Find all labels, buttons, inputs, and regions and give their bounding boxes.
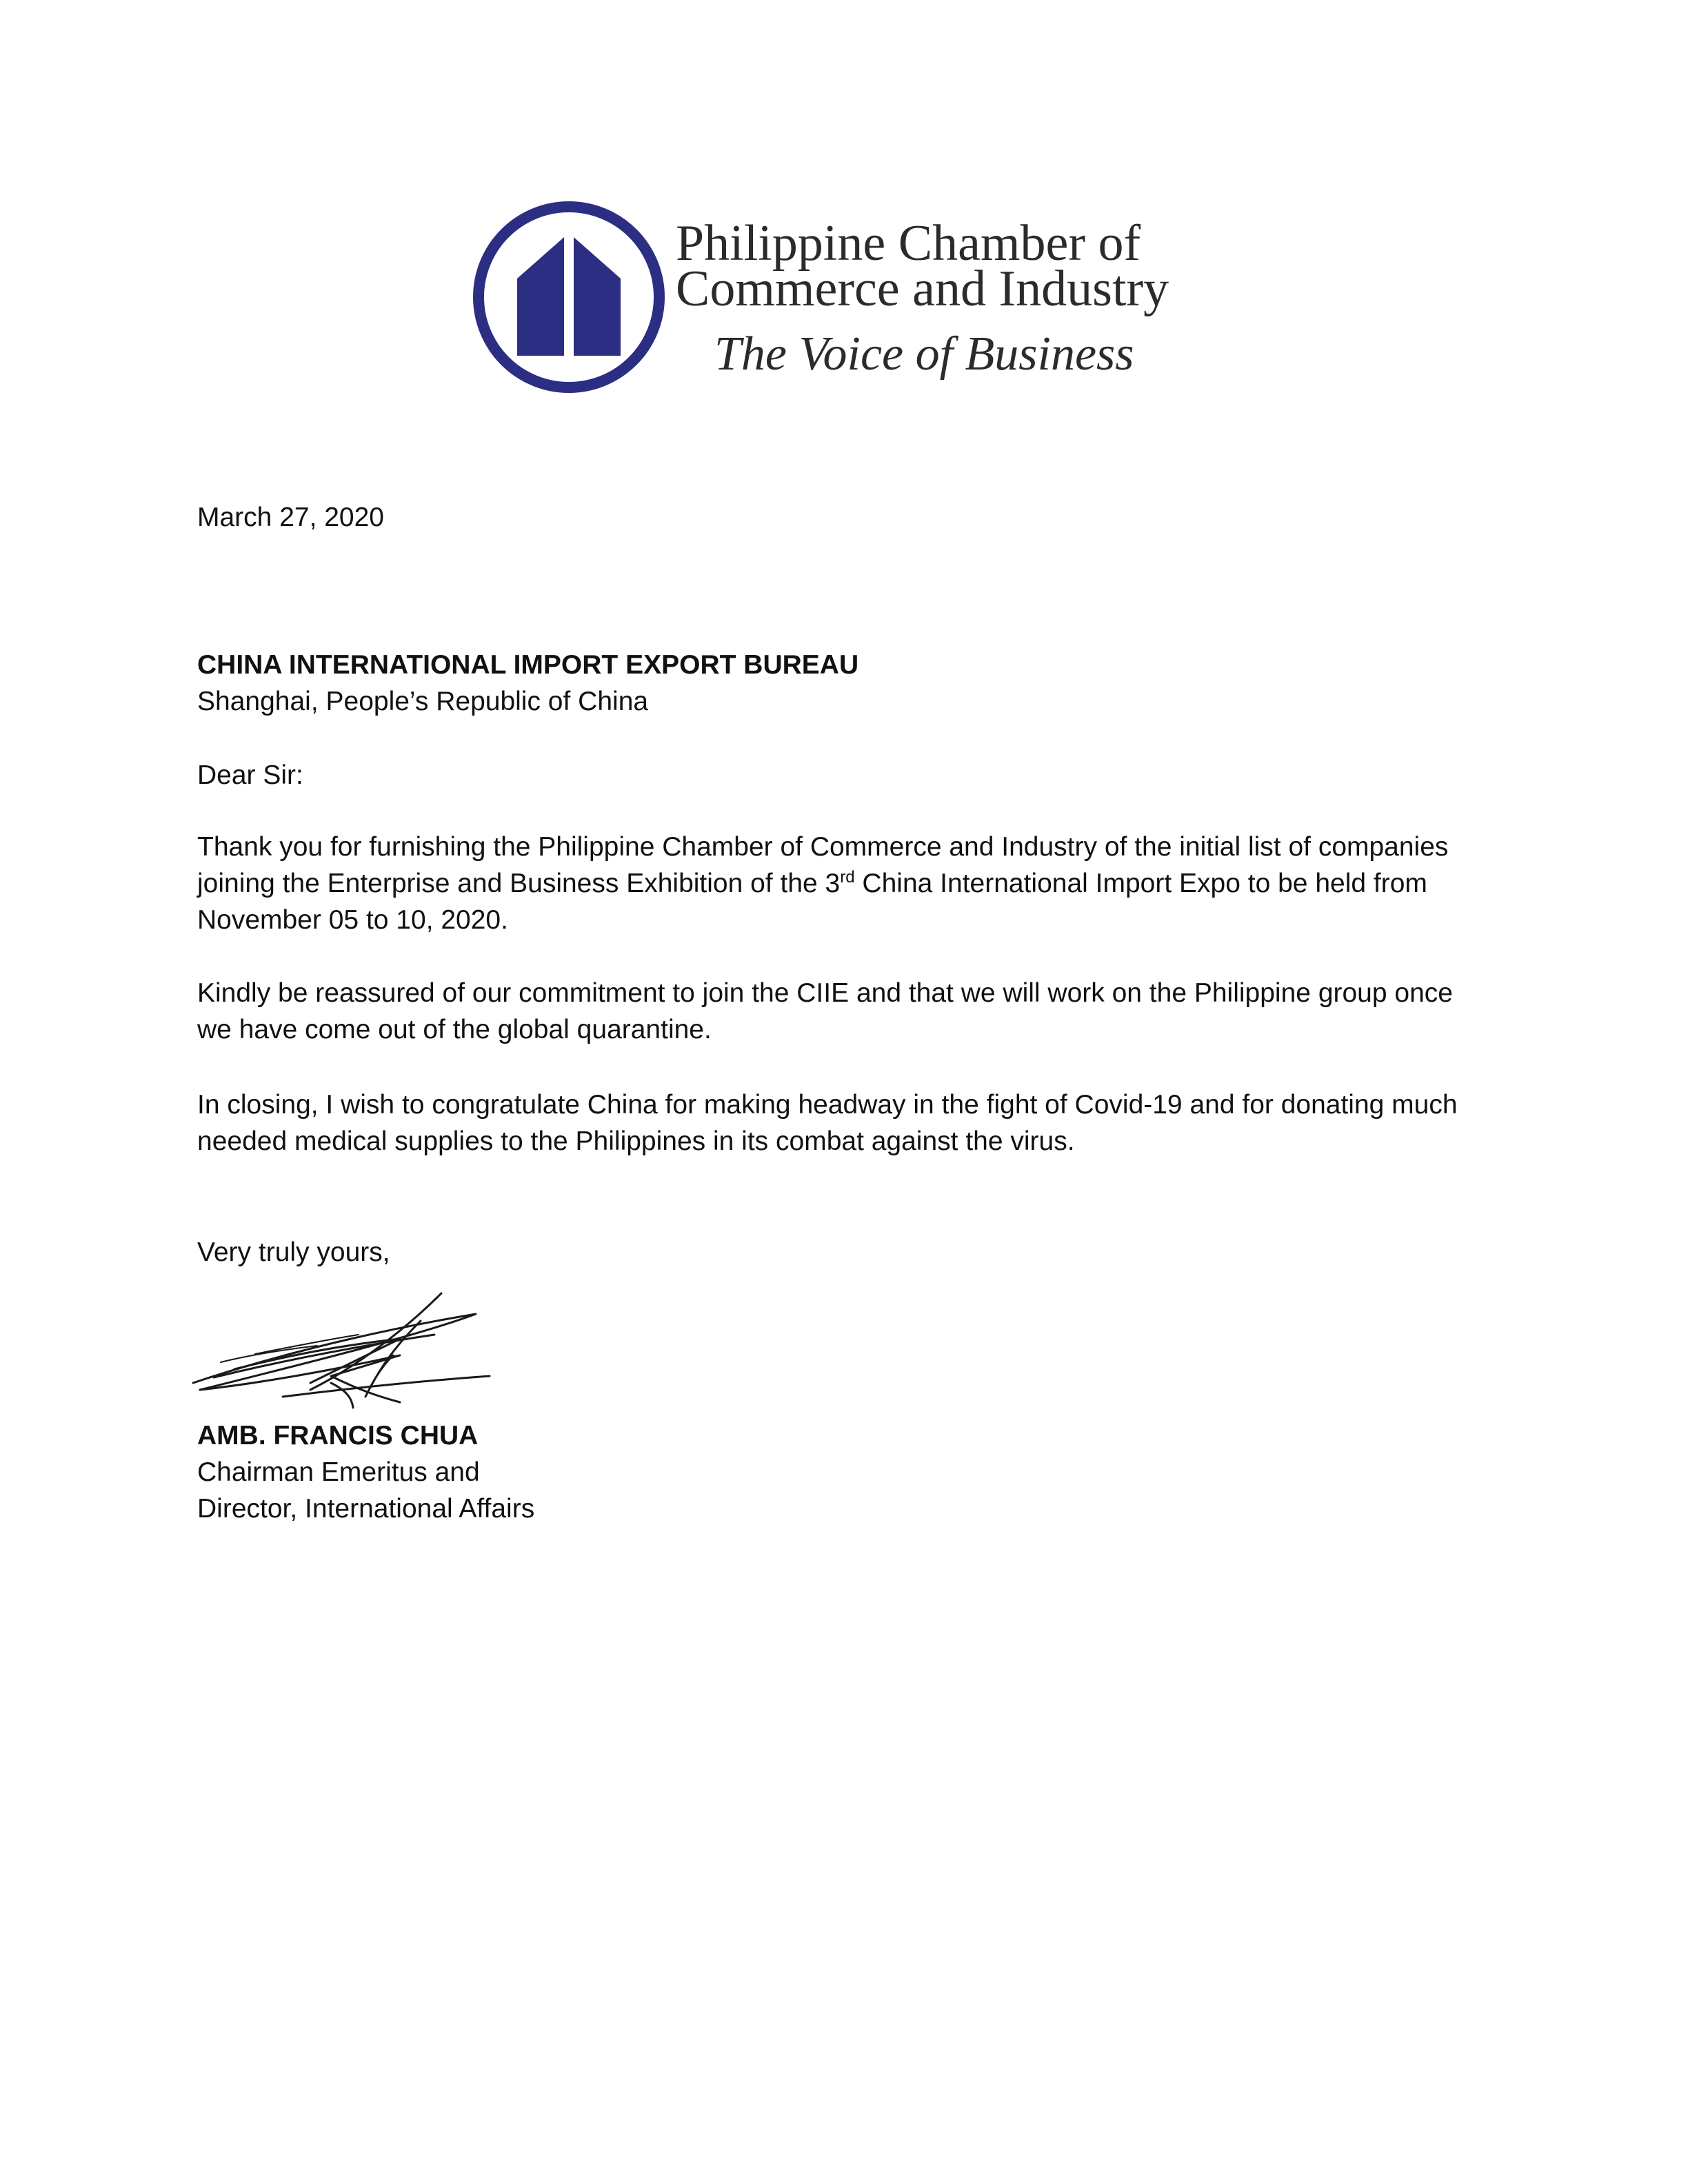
paragraph-line: needed medical supplies to the Philippines in its combat against the virus. xyxy=(197,1126,1075,1156)
paragraph-text: joining the Enterprise and Business Exhibition of the 3 xyxy=(197,869,841,898)
building-columns-emblem-icon xyxy=(469,197,669,397)
paragraph-text: China International Import Expo to be held from xyxy=(854,869,1427,898)
paragraph-line: Kindly be reassured of our commitment to join the CIIE and that we will work on the Philippine group once xyxy=(197,978,1453,1008)
signer-name: AMB. FRANCIS CHUA xyxy=(197,1421,479,1450)
signer-block xyxy=(197,1417,1494,1527)
organization-name-line-1: Philippine Chamber of xyxy=(676,215,1141,272)
organization-name-line-2: Commerce and Industry xyxy=(676,261,1169,317)
ordinal-suffix: rd xyxy=(840,868,855,887)
body-paragraph-3 xyxy=(197,1086,1494,1160)
paragraph-line: we have come out of the global quarantine. xyxy=(197,1015,712,1044)
letterhead xyxy=(469,197,1200,404)
salutation: Dear Sir: xyxy=(197,760,303,790)
paragraph-line: Thank you for furnishing the Philippine Chamber of Commerce and Industry of the initial list of companies xyxy=(197,832,1449,862)
letter-date: March 27, 2020 xyxy=(197,503,385,532)
paragraph-line: November 05 to 10, 2020. xyxy=(197,905,508,935)
recipient-block xyxy=(197,647,1494,720)
organization-tagline: The Voice of Business xyxy=(714,327,1134,381)
complimentary-close: Very truly yours, xyxy=(197,1237,390,1267)
paragraph-line xyxy=(197,865,1494,902)
body-paragraph-2 xyxy=(197,975,1494,1048)
organization-name xyxy=(676,215,1169,317)
signer-title-line-2: Director, International Affairs xyxy=(197,1494,535,1524)
handwritten-signature xyxy=(172,1286,496,1417)
recipient-name: CHINA INTERNATIONAL IMPORT EXPORT BUREAU xyxy=(197,650,859,680)
recipient-address: Shanghai, People’s Republic of China xyxy=(197,687,649,716)
paragraph-line: In closing, I wish to congratulate China for making headway in the fight of Covid-19 and for donating much xyxy=(197,1090,1458,1120)
body-paragraph-1 xyxy=(197,829,1494,938)
signer-title-line-1: Chairman Emeritus and xyxy=(197,1457,480,1487)
